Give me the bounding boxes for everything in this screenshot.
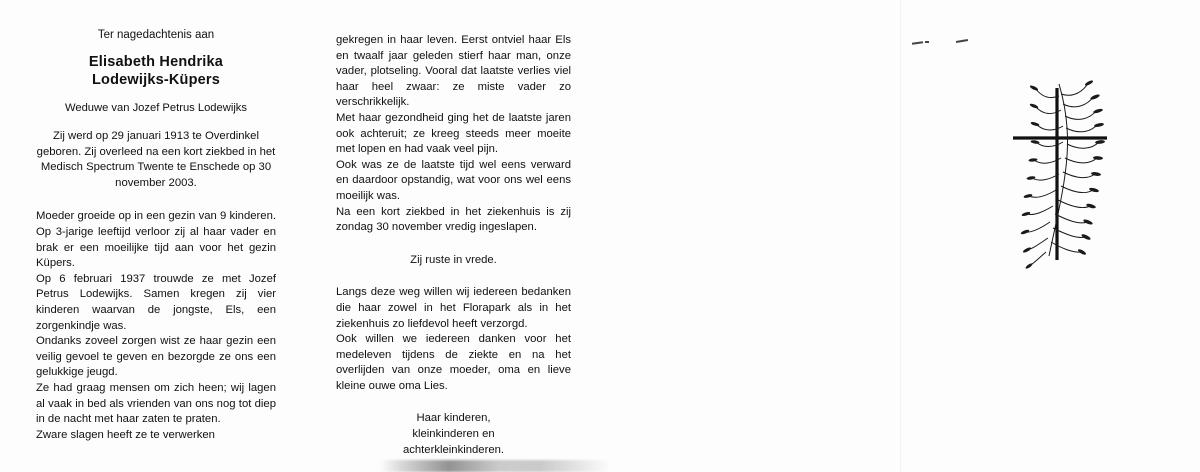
scan-mark-c bbox=[956, 39, 968, 43]
spacer-before-signature bbox=[336, 394, 571, 411]
cross-illustration bbox=[995, 70, 1145, 290]
middle-paragraph-1: gekregen in haar leven. Eerst ontviel haar Els en twaalf jaar geleden stierf haar man, onze vader, plotseling. Vooral dat laatste verlies viel haar heel zwaar: ze miste vader zo verschrikkelijk. bbox=[336, 34, 571, 109]
thanks-paragraph-2: Ook willen we iedereen danken voor het medeleven tijdens de ziekte en na het overlijden van onze moeder, oma en lieve kleine ouwe oma Lies. bbox=[336, 333, 571, 392]
middle-text-column bbox=[336, 33, 571, 458]
spacer-after-blessing bbox=[336, 268, 571, 285]
rest-in-peace-line: Zij ruste in vrede. bbox=[410, 253, 497, 266]
signature-line-1: Haar kinderen, bbox=[416, 412, 491, 425]
deceased-name-line1: Elisabeth Hendrika bbox=[88, 53, 224, 70]
panel-divider bbox=[900, 0, 901, 472]
deceased-name-line2: Lodewijks-Küpers bbox=[91, 71, 221, 88]
deceased-name bbox=[36, 53, 276, 89]
left-paragraph-1: Moeder groeide op in een gezin van 9 kinderen. Op 3-jarige leeftijd verloor zij al haar vader en brak er een moeilijke tijd aan voor het gezin Küpers. bbox=[36, 210, 276, 270]
left-text-column bbox=[36, 28, 276, 443]
scan-smudge-bottom bbox=[380, 460, 610, 472]
thanks-paragraph-1: Langs deze weg willen wij iedereen bedanken die haar zowel in het Florapark als in het ziekenhuis zo liefdevol heeft verzorgd. bbox=[336, 286, 571, 330]
middle-paragraph-3: Ook was ze de laatste tijd wel eens verward en daardoor opstandig, wat voor ons wel eens moeilijk was. bbox=[336, 158, 571, 202]
middle-paragraph-4: Na een kort ziekbed in het ziekenhuis is zij zondag 30 november vredig ingeslapen. bbox=[336, 205, 571, 234]
left-paragraph-5: Zware slagen heeft ze te verwerken bbox=[36, 428, 215, 441]
cross-and-branch-svg bbox=[995, 70, 1145, 290]
illustration-panel bbox=[900, 0, 1200, 472]
widow-of-line: Weduwe van Jozef Petrus Lodewijks bbox=[65, 101, 247, 114]
scan-mark-a bbox=[912, 41, 923, 45]
left-paragraph-3: Ondanks zoveel zorgen wist ze haar gezin een veilig gevoel te geven en bezorgde ze ons een gelukkige jeugd. bbox=[36, 335, 276, 379]
branch-leaves bbox=[1020, 79, 1105, 269]
birth-death-block: Zij werd op 29 januari 1913 te Overdinkel geboren. Zij overleed na een kort ziekbed in het Medisch Spectrum Twente te Enschede op 30 november 2003. bbox=[36, 130, 276, 189]
middle-paragraph-2: Met haar gezondheid ging het de laatste jaren ook achteruit; ze kreeg steeds meer moeite met lopen en had vaak veel pijn. bbox=[336, 111, 571, 156]
spacer-before-blessing bbox=[336, 236, 571, 253]
signature-line-3: achterkleinkinderen. bbox=[402, 443, 505, 456]
scan-artifact-marks bbox=[912, 38, 992, 48]
signature-line-2: kleinkinderen en bbox=[412, 428, 495, 441]
dedication-line: Ter nagedachtenis aan bbox=[97, 29, 215, 41]
scan-mark-b bbox=[925, 41, 929, 43]
left-paragraph-4: Ze had graag mensen om zich heen; wij lagen al vaak in bed als vrienden van ons nog tot diep in de nacht met haar zaten te praten. bbox=[36, 381, 276, 426]
left-paragraph-2: Op 6 februari 1937 trouwde ze met Jozef Petrus Lodewijks. Samen kregen zij vier kinderen waarvan de jongste, Els, een zorgenkindje was. bbox=[36, 272, 276, 332]
